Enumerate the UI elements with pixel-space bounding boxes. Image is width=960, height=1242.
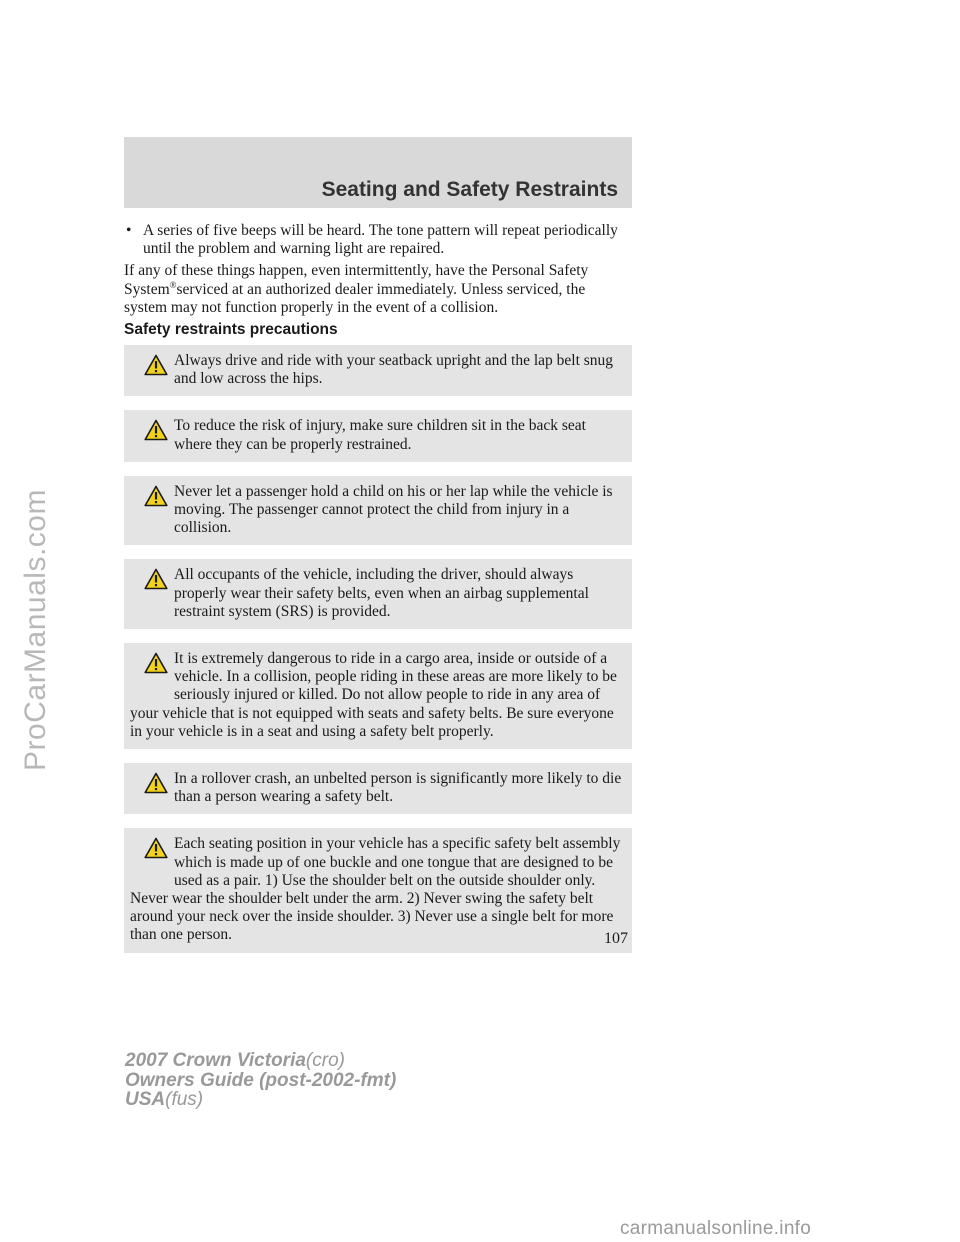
warning-text: Each seating position in your vehicle has a specific safety belt assembly which is made up of one buckle and one tongue that are designed to be used as a pair. 1) Use the shoulder belt on the outside shoulder only. Never wear the shoulder belt under the arm. 2) Never swing the safety belt around your neck over the inside shoulder. 3) Never use a single belt for more than one person. — [130, 835, 621, 944]
warning-box — [124, 643, 632, 749]
warning-box — [124, 410, 632, 461]
footer-brand: carmanualsonline.info — [620, 1218, 812, 1239]
watermark — [6, 250, 66, 1010]
warning-triangle-icon — [130, 354, 174, 390]
warning-text: To reduce the risk of injury, make sure children sit in the back seat where they can be properly restrained. — [174, 417, 586, 453]
bullet-text: A series of five beeps will be heard. The tone pattern will repeat periodically until the problem and warning light are repaired. — [143, 222, 618, 258]
warning-text: Always drive and ride with your seatback upright and the lap belt snug and low across the hips. — [174, 352, 614, 388]
warning-box — [124, 559, 632, 629]
warning-list — [124, 345, 632, 953]
footer-guide: Owners Guide (post-2002-fmt) — [125, 1069, 397, 1091]
registered-mark: ® — [169, 279, 177, 290]
intro-paragraph — [124, 262, 632, 317]
footer-line-guide — [125, 1071, 396, 1091]
warning-text: It is extremely dangerous to ride in a cargo area, inside or outside of a vehicle. In a collision, people riding in these areas are more likely to be seriously injured or killed. Do not allow people to ride in any area of your vehicle that is not equipped with seats and safety belts. Be sure everyone in your vehicle is in a seat and using a safety belt properly. — [130, 650, 617, 740]
page-title: Seating and Safety Restraints — [321, 178, 618, 201]
bullet-item — [124, 222, 632, 258]
warning-triangle-icon — [130, 652, 174, 688]
page-number: 107 — [604, 930, 628, 947]
warning-box — [124, 345, 632, 396]
section-header — [124, 137, 632, 208]
warning-triangle-icon — [130, 485, 174, 521]
warning-triangle-icon — [130, 419, 174, 455]
bullet-marker: • — [126, 222, 132, 239]
warning-box — [124, 828, 632, 952]
warning-text: In a rollover crash, an unbelted person is significantly more likely to die than a person wearing a safety belt. — [174, 770, 622, 806]
warning-box — [124, 763, 632, 814]
intro-text-end: serviced at an authorized dealer immediately. Unless serviced, the system may not function properly in the event of a collision. — [124, 280, 586, 316]
warning-box — [124, 476, 632, 546]
footer-line-model — [125, 1051, 396, 1071]
document-footer — [125, 1051, 396, 1110]
footer-market: USA — [125, 1089, 166, 1110]
warning-triangle-icon — [130, 837, 174, 873]
warning-triangle-icon — [130, 772, 174, 808]
warning-text: All occupants of the vehicle, including the driver, should always properly wear their safety belts, even when an airbag supplemental restraint system (SRS) is provided. — [174, 566, 589, 620]
warning-text: Never let a passenger hold a child on his or her lap while the vehicle is moving. The passenger cannot protect the child from injury in a collision. — [174, 482, 613, 537]
warning-triangle-icon — [130, 568, 174, 604]
footer-line-market — [125, 1090, 396, 1110]
footer-market-code: (fus) — [165, 1089, 204, 1110]
watermark-text: ProCarManuals.com — [19, 489, 52, 771]
footer-model: 2007 Crown Victoria — [125, 1050, 306, 1071]
section-heading: Safety restraints precautions — [124, 321, 338, 339]
page-content — [124, 222, 632, 967]
footer-model-code: (cro) — [305, 1050, 345, 1071]
intro-text-start: If any of these things happen, even intermittently, have the Personal Safety System — [124, 262, 589, 298]
